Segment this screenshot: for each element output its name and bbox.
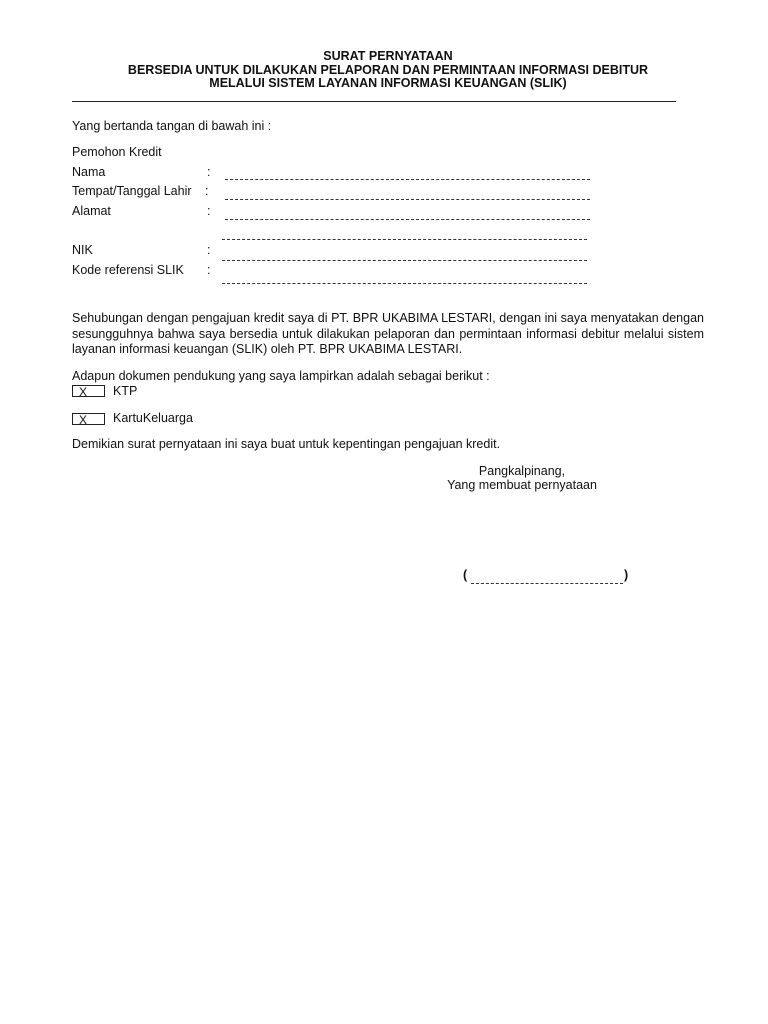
field-line-nama[interactable]: [225, 179, 590, 180]
signature-place: Pangkalpinang,: [478, 464, 566, 478]
field-label-ttl: Tempat/Tanggal Lahir: [72, 184, 192, 198]
document-title: [72, 50, 704, 91]
closing-text: Demikian surat pernyataan ini saya buat untuk kepentingan pengajuan kredit.: [72, 437, 501, 451]
field-colon-nik: :: [207, 243, 211, 257]
title-line-2: BERSEDIA UNTUK DILAKUKAN PELAPORAN DAN PERMINTAAN INFORMASI DEBITUR: [127, 62, 649, 77]
signature-open-paren: (: [463, 568, 468, 582]
checkbox-label-kartu-keluarga: KartuKeluarga: [113, 411, 193, 425]
field-label-nik: NIK: [72, 243, 93, 257]
field-colon-nama: :: [207, 165, 211, 179]
checkbox-label-ktp: KTP: [113, 384, 138, 398]
field-line-alamat-1[interactable]: [225, 219, 590, 220]
checkbox-ktp[interactable]: X: [72, 385, 105, 397]
field-line-slik[interactable]: [222, 283, 587, 284]
field-line-alamat-2[interactable]: [222, 239, 587, 240]
field-line-nik[interactable]: [222, 260, 587, 261]
field-colon-ttl: :: [205, 184, 209, 198]
field-label-slik: Kode referensi SLIK: [72, 263, 184, 277]
checkbox-kartu-keluarga[interactable]: X: [72, 413, 105, 425]
documents-intro: Adapun dokumen pendukung yang saya lampirkan adalah sebagai berikut :: [72, 369, 490, 383]
header-divider: [72, 101, 676, 102]
title-line-3: MELALUI SISTEM LAYANAN INFORMASI KEUANGAN (SLIK): [209, 76, 567, 90]
title-line-1: SURAT PERNYATAAN: [323, 49, 453, 63]
signature-close-paren: ): [624, 568, 629, 582]
signature-name-line[interactable]: [471, 583, 623, 584]
field-label-alamat: Alamat: [72, 204, 111, 218]
signature-role: Yang membuat pernyataan: [447, 478, 597, 492]
field-colon-alamat: :: [207, 204, 211, 218]
field-colon-slik: :: [207, 263, 211, 277]
intro-text: Yang bertanda tangan di bawah ini :: [72, 119, 272, 133]
statement-paragraph: Sehubungan dengan pengajuan kredit saya di PT. BPR UKABIMA LESTARI, dengan ini saya menyatakan dengan sesungguhnya bahwa saya bersedia untuk dilakukan pelaporan dan permintaan informasi debitur melalui sistem layanan informasi keuangan (SLIK) oleh PT. BPR UKABIMA LESTARI.: [72, 311, 704, 356]
section-label-applicant: Pemohon Kredit: [72, 145, 162, 159]
field-line-ttl[interactable]: [225, 199, 590, 200]
field-label-nama: Nama: [72, 165, 106, 179]
